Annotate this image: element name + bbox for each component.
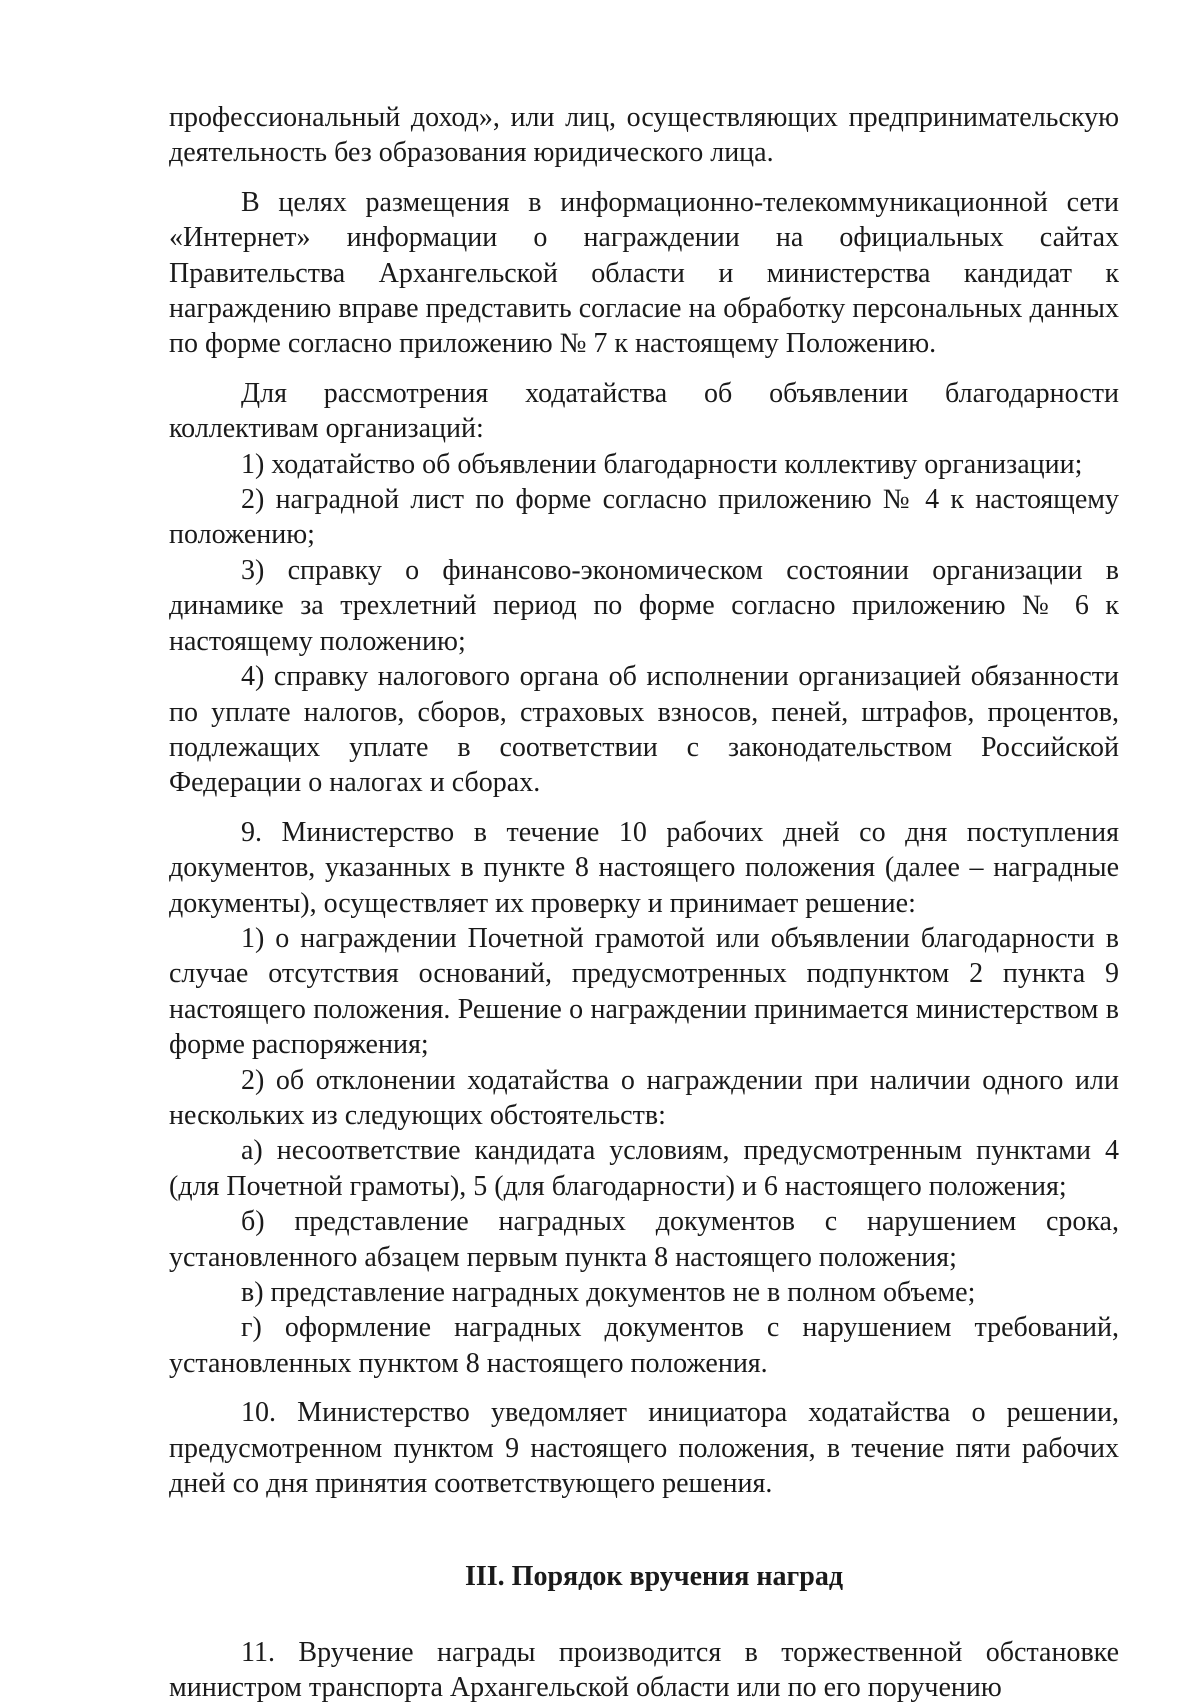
paragraph-continuation: профессиональный доход», или лиц, осуществляющих предпринимательскую деятельность без образования юридического лица. (169, 102, 1119, 169)
list-item-petition: 1) ходатайство об объявлении благодарности коллективу организации; (241, 448, 1083, 480)
paragraph-clause-10: 10. Министерство уведомляет инициатора ходатайства о решении, предусмотренном пунктом 9 настоящего положения, в течение пяти рабочих дней со дня принятия соответствующего решения. (169, 1397, 1119, 1500)
list-item-financial-certificate: 3) справку о финансово-экономическом состоянии организации в динамике за трехлетний период по форме согласно приложению № 6 к настоящему положению; (169, 554, 1119, 657)
paragraph-internet-consent: В целях размещения в информационно-телекоммуникационной сети «Интернет» информации о награждении на официальных сайтах Правительства Архангельской области и министерства кандидат к награждению вправе представить согласие на обработку персональных данных по форме согласно приложению № 7 к настоящему Положению. (169, 186, 1119, 360)
paragraph-clause-11: 11. Вручение награды производится в торжественной обстановке министром транспорта Архангельской области или по его поручению (169, 1636, 1119, 1704)
list-item-decision-reject: 2) об отклонении ходатайства о награждении при наличии одного или нескольких из следующих обстоятельств: (169, 1064, 1119, 1131)
section-heading: III. Порядок вручения наград (464, 1561, 844, 1593)
list-item-reject-c: в) представление наградных документов не в полном объеме; (241, 1277, 976, 1308)
paragraph-clause-9: 9. Министерство в течение 10 рабочих дней со дня поступления документов, указанных в пункте 8 настоящего положения (далее – наградные документы), осуществляет их проверку и принимает решение: (169, 816, 1119, 919)
list-item-tax-certificate: 4) справку налогового органа об исполнении организацией обязанности по уплате налогов, сборов, страховых взносов, пеней, штрафов, процентов, подлежащих уплате в соответствии с законодательством Российской Федерации о налогах и сборах. (169, 661, 1119, 799)
paragraph-collective-intro: Для рассмотрения ходатайства об объявлении благодарности коллективам организаций: (169, 377, 1119, 445)
list-item-reject-d: г) оформление наградных документов с нарушением требований, установленных пунктом 8 настоящего положения. (169, 1312, 1119, 1379)
list-item-decision-award: 1) о награждении Почетной грамотой или объявлении благодарности в случае отсутствия оснований, предусмотренных подпунктом 2 пункта 9 настоящего положения. Решение о награждении принимается министерством в форме распоряжения; (169, 922, 1119, 1061)
list-item-reject-a: а) несоответствие кандидата условиям, предусмотренным пунктами 4 (для Почетной грамоты), 5 (для благодарности) и 6 настоящего положения; (169, 1135, 1119, 1202)
list-item-award-sheet: 2) наградной лист по форме согласно приложению № 4 к настоящему положению; (169, 484, 1119, 551)
list-item-reject-b: б) представление наградных документов с нарушением срока, установленного абзацем первым пункта 8 настоящего положения; (169, 1206, 1119, 1273)
document-page (169, 100, 1119, 1706)
